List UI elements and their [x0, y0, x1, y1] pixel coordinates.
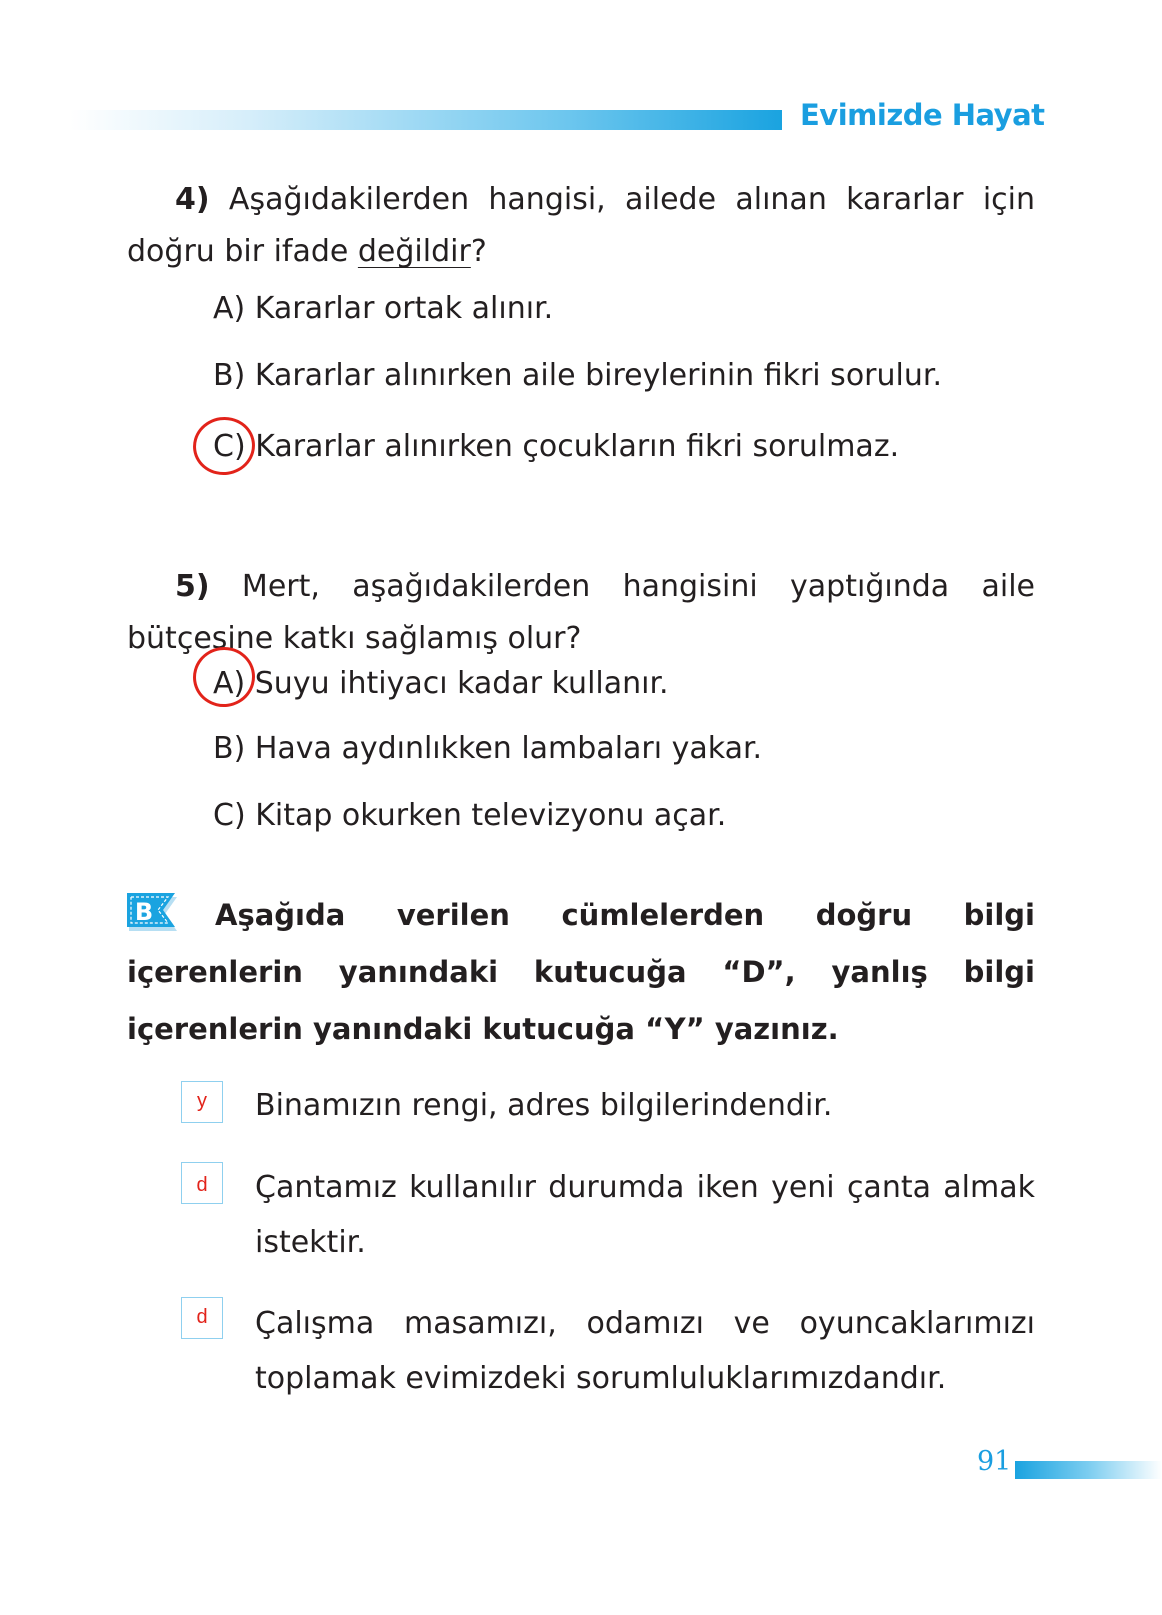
answer-box[interactable]: d: [181, 1162, 223, 1204]
section-b-instruction: [127, 887, 1035, 1058]
page-number: 91: [977, 1446, 1012, 1477]
question-5-stem: Mert, aşağıdakilerden hangisini yaptığında aile bütçesine katkı sağlamış olur?: [127, 569, 1035, 656]
question-5-option-b[interactable]: B) Hava aydınlıkken lambaları yakar.: [213, 731, 763, 766]
header-gradient-bar: [70, 110, 782, 130]
question-5-option-c[interactable]: C) Kitap okurken televizyonu açar.: [213, 798, 727, 833]
statement-3: Çalışma masamızı, odamızı ve oyuncaklarımızı toplamak evimizdeki sorumluluklarımızdandır.: [255, 1306, 1035, 1396]
section-b-instruction-text: Aşağıda verilen cümlelerden doğru bilgi içerenlerin yanındaki kutucuğa “D”, yanlış bilgi içerenlerin yanındaki kutucuğa “Y” yazınız.: [127, 898, 1035, 1046]
question-5-number: 5): [175, 569, 210, 604]
question-4-text: [127, 174, 1035, 278]
answer-box[interactable]: d: [181, 1297, 223, 1339]
question-4-number: 4): [175, 182, 210, 217]
question-5-text: [127, 561, 1035, 665]
question-4-option-c[interactable]: C) Kararlar alınırken çocukların fikri sorulmaz.: [213, 429, 900, 464]
statement-2: Çantamız kullanılır durumda iken yeni çanta almak istektir.: [255, 1170, 1035, 1260]
page-header-title: Evimizde Hayat: [800, 98, 1045, 132]
question-4-stem-end: ?: [470, 234, 487, 269]
question-4-option-a[interactable]: A) Kararlar ortak alınır.: [213, 291, 554, 326]
question-4-option-b[interactable]: B) Kararlar alınırken aile bireylerinin fikri sorulur.: [213, 358, 942, 393]
section-b-badge-letter: B: [134, 898, 154, 926]
answer-box[interactable]: y: [181, 1081, 223, 1123]
footer-gradient-bar: [1015, 1461, 1162, 1479]
answer-circle-mark: [189, 413, 258, 479]
statement-1: Binamızın rengi, adres bilgilerindendir.: [255, 1088, 833, 1123]
question-4-underlined-word: değildir: [357, 234, 471, 269]
question-4-stem: Aşağıdakilerden hangisi, ailede alınan kararlar için doğru bir ifade: [127, 182, 1035, 269]
question-5-option-a[interactable]: A) Suyu ihtiyacı kadar kullanır.: [213, 666, 669, 701]
